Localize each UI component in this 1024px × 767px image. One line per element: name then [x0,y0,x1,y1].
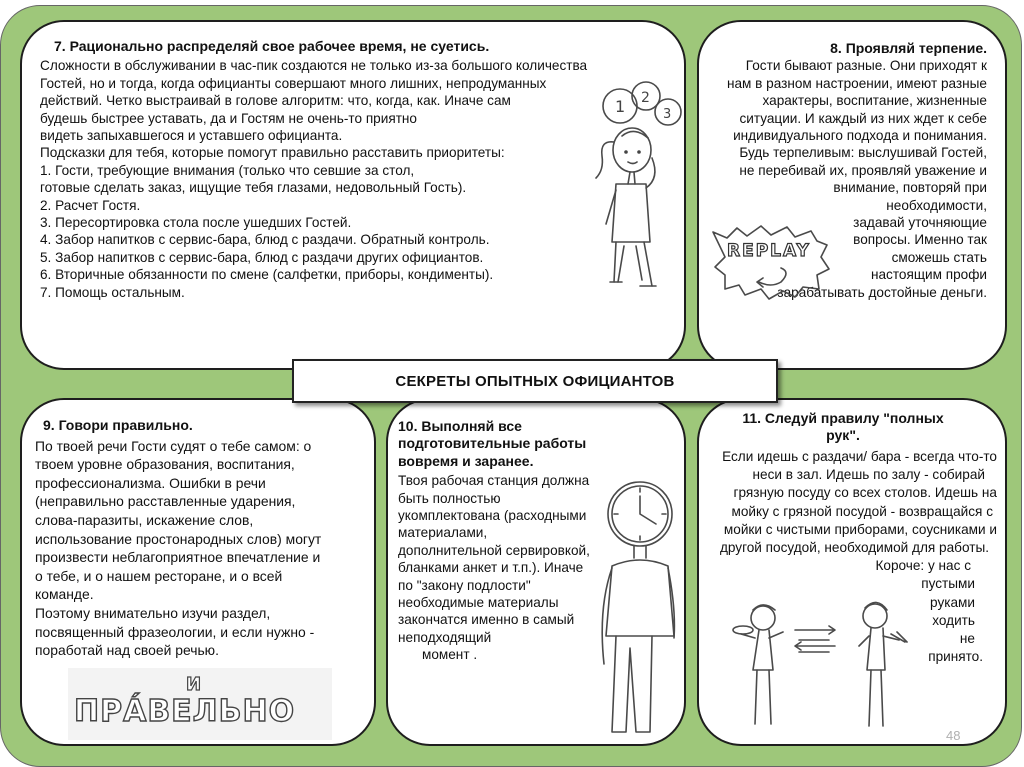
card8-line: вопросы. Именно так [853,232,987,248]
card11-line: пустыми [921,576,975,592]
card8-line: Будь терпеливым: выслушивай Гостей, [739,145,987,161]
card10-line: материалами, [398,525,488,541]
slide-title: СЕКРЕТЫ ОПЫТНЫХ ОФИЦИАНТОВ [292,359,778,403]
card10-line: неподходящий [398,629,492,645]
card9-line: посвященный фразеологии, и если нужно - [35,623,315,640]
card11-line: руками [930,594,975,610]
card7-line: будешь быстрее уставать, да и Гостям не очень-то приятно [40,110,417,126]
card11-line: мойку с грязной посудой - возвращайся с [731,503,993,519]
card8-line: Гости бывают разные. Они приходят к [745,58,987,74]
card10-heading: подготовительные работы [398,435,587,452]
word-art-block [68,668,332,740]
card7-line: 5. Забор напитков с сервис-бара, блюд с раздачи других официантов. [40,249,484,265]
card9-line: профессионализма. Ошибки в речи [35,474,266,491]
card7-line: 7. Помощь остальным. [40,284,185,300]
card8-line: не перебивай их, проявляй уважение и [739,162,987,178]
card7-line: готовые сделать заказ, ищущие тебя глазами, недовольный Гость). [40,180,467,196]
card11-line: не [959,631,975,647]
card8-line: зарабатывать достойные деньги. [777,284,987,300]
card9-line: поработай над своей речью. [35,642,219,659]
card7-line: 4. Забор напитков с сервис-бара, блюд с раздачи. Обратный контроль. [40,232,490,248]
card11-line: грязную посуду со всех столов. Идешь на [733,485,997,501]
card-patience [697,20,1007,370]
card8-line: задавай уточняющие [853,215,987,231]
card10-line: по "закону подлости" [398,577,531,593]
card10-line: закончатся именно в самый [398,612,575,628]
card11-line: мойки с чистыми приборами, соусниками и [723,521,997,537]
card8-heading: 8. Проявляй терпение. [830,40,987,56]
bubble-number: 1 [615,97,626,116]
card8-line: внимание, повторяй при [833,180,987,196]
card7-line: Гостей, но и тогда, когда официанты совершают много лишних, непродуманных [40,75,547,91]
card7-line: 3. Пересортировка стола после ушедших Гостей. [40,215,352,231]
card11-line: неси в зал. Идешь по залу - собирай [752,467,985,483]
replay-badge-illustration [707,222,833,302]
card8-line: ситуации. И каждый из них ждет к себе [739,110,987,126]
card11-heading: рук". [826,427,860,444]
word-art-insert: И [186,674,202,695]
card10-heading: вовремя и заранее. [398,452,534,469]
card11-line: принято. [928,649,983,665]
page-number: 48 [946,728,961,743]
card8-line: нам в разном настроении, имеют разные [726,75,987,91]
card9-line: Поэтому внимательно изучи раздел, [35,604,271,621]
card9-line: По твоей речи Гости судят о тебе самом: о [35,437,312,454]
card10-line: быть полностью [398,490,501,506]
card7-line: Сложности в обслуживании в час-пик создаются не только из-за большого количества [40,58,588,74]
thinking-girl-illustration [570,70,680,310]
card8-line: характеры, воспитание, жизненные [762,93,987,109]
card11-heading: 11. Следуй правилу "полных [742,410,944,426]
card11-line: ходить [932,612,975,628]
card-speak-correctly [20,398,376,746]
card7-line: 6. Вторичные обязанности по смене (салфетки, приборы, кондименты). [40,267,494,283]
word-art-text: ПРÁВЕЛЬНО [74,694,296,729]
card9-line: (неправильно расставленные ударения, [35,493,296,510]
card7-line: видеть запыхавшегося и уставшего официанта. [40,128,343,144]
card8-line: сможешь стать [891,249,987,265]
card9-line: команде. [35,586,94,603]
card10-line: укомплектована (расходными [398,508,587,524]
waiters-exchange-illustration [729,594,929,744]
card10-heading: 10. Выполняй все [398,418,522,434]
card11-line: Если идешь с раздачи/ бара - всегда что-то [722,449,997,464]
card7-line: 2. Расчет Гостя. [40,197,141,213]
bubble-number: 2 [641,90,650,106]
card9-line: твоем уровне образования, воспитания, [35,456,295,473]
card7-line: действий. Четко выстраивай в голове алгоритм: что, когда, как. Иначе сам [40,93,511,109]
card10-line: Твоя рабочая станция должна [398,473,590,489]
card7-text [40,38,587,301]
card-time-management [20,20,686,370]
card7-heading: 7. Рационально распределяй свое рабочее время, не суетись. [54,38,490,54]
card10-line: бланками анкет и т.п.). Иначе [398,560,584,576]
card9-line: о тебе, и о нашем ресторане, и о всей [35,567,283,584]
card10-text [398,418,590,664]
card7-line: 1. Гости, требующие внимания (только что севшие за стол, [40,162,415,178]
card-full-hands [697,398,1007,746]
replay-label: REPLAY [727,241,811,261]
card8-line: настоящим профи [870,267,987,283]
card8-line: необходимости, [886,197,987,213]
card10-line: необходимые материалы [398,595,559,611]
card7-line: Подсказки для тебя, которые помогут правильно расставить приоритеты: [40,145,505,161]
card9-line: слова-паразиты, искажение слов, [35,511,254,528]
clock-head-man-illustration [584,470,686,740]
card8-line: индивидуального подхода и понимания. [733,128,987,144]
card11-line: Короче: у нас с [875,558,971,574]
card10-line: момент . [422,647,478,663]
card-preparation [386,398,686,746]
card9-text [35,416,321,660]
bubble-number: 3 [663,107,672,122]
card11-heading-block [729,410,957,445]
card9-heading: 9. Говори правильно. [43,417,193,433]
card10-line: дополнительной сервировкой, [398,542,590,558]
card11-line: другой посудой, необходимой для работы. [719,540,989,556]
card9-line: произвести неблагоприятное впечатление и [35,549,321,566]
card9-line: использование простонародных слов) могут [35,530,322,547]
